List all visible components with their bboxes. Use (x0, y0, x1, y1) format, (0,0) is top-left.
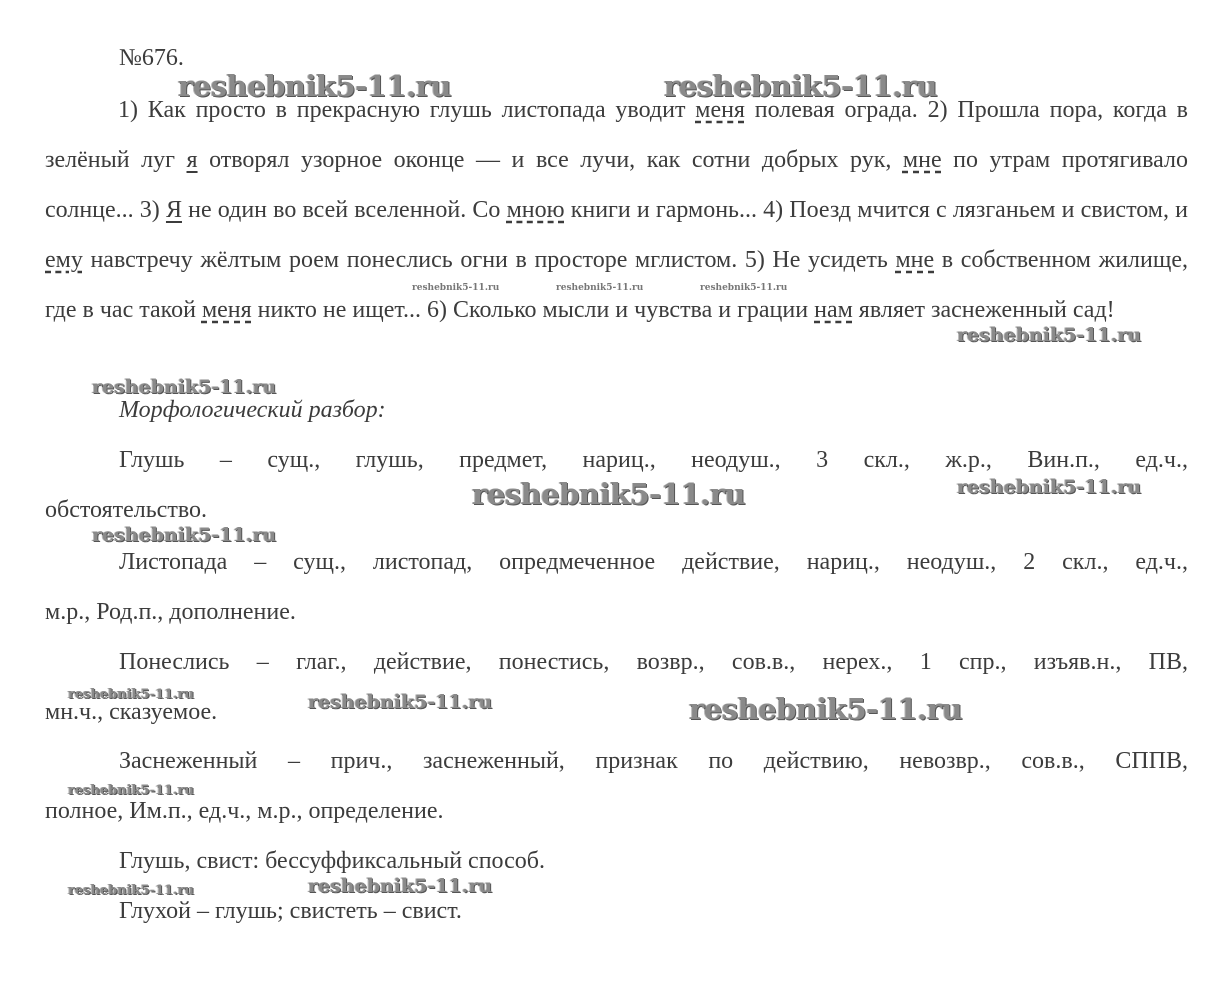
analysis-line: Глушь – сущ., глушь, предмет, нариц., неодуш., 3 скл., ж.р., Вин.п., ед.ч., (119, 447, 1188, 473)
underlined-pronoun: мне (902, 147, 942, 173)
watermark: reshebnik5-11.ru (68, 783, 195, 798)
watermark: reshebnik5-11.ru (308, 691, 493, 713)
underlined-pronoun: нам (814, 297, 853, 323)
watermark: reshebnik5-11.ru (68, 687, 195, 702)
watermark: reshebnik5-11.ru (556, 283, 644, 293)
exercise-number: №676. (119, 45, 184, 71)
watermark: reshebnik5-11.ru (689, 692, 963, 726)
underlined-pronoun: меня (201, 297, 252, 323)
watermark: reshebnik5-11.ru (92, 524, 277, 546)
underlined-pronoun: я (186, 147, 198, 173)
analysis-line: Глухой – глушь; свистеть – свист. (119, 898, 462, 924)
watermark: reshebnik5-11.ru (308, 875, 493, 897)
watermark: reshebnik5-11.ru (68, 883, 195, 898)
analysis-line: Заснеженный – прич., заснеженный, признак по действию, невозвр., сов.в., СППВ, (119, 748, 1188, 774)
analysis-heading: Морфологический разбор: (119, 397, 386, 423)
watermark: reshebnik5-11.ru (178, 69, 452, 103)
watermark: reshebnik5-11.ru (664, 69, 938, 103)
analysis-line: м.р., Род.п., дополнение. (45, 599, 296, 625)
analysis-line: мн.ч., сказуемое. (45, 699, 218, 725)
analysis-line: полное, Им.п., ед.ч., м.р., определение. (45, 798, 444, 824)
underlined-pronoun: мне (895, 247, 935, 273)
watermark: reshebnik5-11.ru (472, 477, 746, 511)
analysis-line: Листопада – сущ., листопад, опредмеченное действие, нариц., неодуш., 2 скл., ед.ч., (119, 549, 1188, 575)
underlined-pronoun: Я (165, 197, 182, 223)
analysis-line: Глушь, свист: бессуффиксальный способ. (119, 848, 546, 874)
watermark: reshebnik5-11.ru (700, 283, 788, 293)
watermark: reshebnik5-11.ru (92, 376, 277, 398)
analysis-line: Понеслись – глаг., действие, понестись, возвр., сов.в., нерех., 1 спр., изъяв.н., ПВ, (119, 649, 1188, 675)
analysis-line: обстоятельство. (45, 497, 207, 523)
watermark: reshebnik5-11.ru (412, 283, 500, 293)
watermark: reshebnik5-11.ru (957, 476, 1142, 498)
underlined-pronoun: мною (506, 197, 565, 223)
exercise-text: 1) Как просто в прекрасную глушь листопада уводит меня полевая ограда. 2) Прошла пора, когда в зелёный луг я отворял узорное оконце — и все лучи, как сотни добрых рук, мне по утрам протягивало солнце... 3) Я не один во всей вселенной. Со мною книги и гармонь... 4) Поезд мчится с лязганьем и свистом, и ему навстречу жёлтым роем понеслись огни в просторе мглистом. 5) Не усидеть мне в собственном жилище, где в час такой меня никто не ищет... 6) Сколько мысли и чувства и грации нам являет заснеженный сад! (45, 97, 1189, 323)
underlined-pronoun: меня (695, 97, 745, 123)
underlined-pronoun: ему (45, 247, 83, 273)
watermark: reshebnik5-11.ru (957, 324, 1142, 346)
